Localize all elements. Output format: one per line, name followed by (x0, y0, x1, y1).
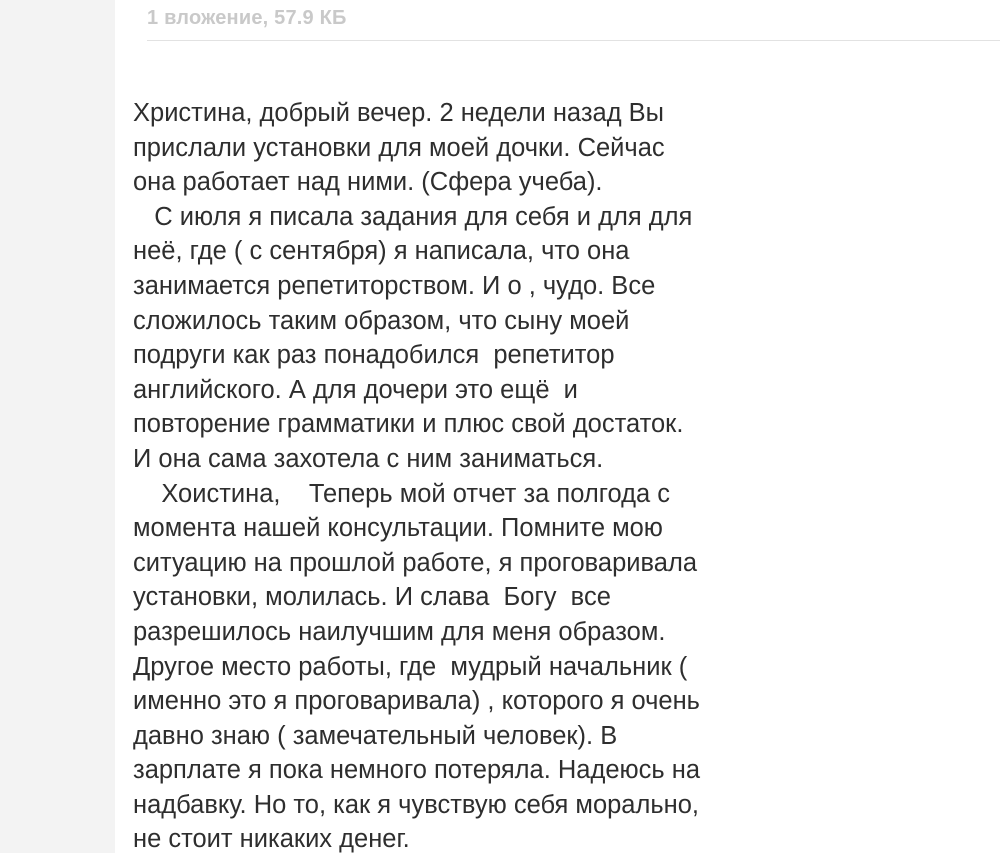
message-line: Другое место работы, где мудрый начальник ( (133, 652, 688, 681)
message-line: сложилось таким образом, что сыну моей (133, 306, 630, 335)
message-line: занимается репетиторством. И о , чудо. Все (133, 271, 656, 300)
attachment-header[interactable] (147, 0, 1000, 41)
attachment-summary[interactable]: 1 вложение, 57.9 КБ (147, 7, 347, 29)
message-line: Хоистина, Теперь мой отчет за полгода с (133, 479, 670, 508)
message-line: не стоит никаких денег. (133, 825, 410, 853)
left-gutter (0, 0, 115, 853)
message-line: давно знаю ( замечательный человек). В (133, 721, 618, 750)
message-line: подруги как раз понадобился репетитор (133, 341, 615, 370)
message-line: установки, молилась. И слава Богу все (133, 583, 611, 612)
message-line: прислали установки для моей дочки. Сейчас (133, 133, 665, 162)
message-line: С июля я писала задания для себя и для для (133, 202, 693, 231)
message-body (133, 96, 873, 853)
message-line: повторение грамматики и плюс свой достаток. (133, 410, 684, 439)
message-line: английского. А для дочери это ещё и (133, 375, 578, 404)
message-line: она работает над ними. (Сфера учеба). (133, 168, 603, 197)
message-line: зарплате я пока немного потеряла. Надеюсь на (133, 756, 701, 785)
message-line: разрешилось наилучшим для меня образом. (133, 617, 666, 646)
message-line: И она сама захотела с ним заниматься. (133, 444, 604, 473)
message-line: надбавку. Но то, как я чувствую себя морально, (133, 790, 700, 819)
message-line: момента нашей консультации. Помните мою (133, 514, 663, 543)
message-line: ситуацию на прошлой работе, я проговаривала (133, 548, 698, 577)
message-line: Христина, добрый вечер. 2 недели назад Вы (133, 99, 665, 127)
message-line: именно это я проговаривала) , которого я очень (133, 687, 700, 716)
message-line: неё, где ( с сентября) я написала, что она (133, 237, 630, 266)
